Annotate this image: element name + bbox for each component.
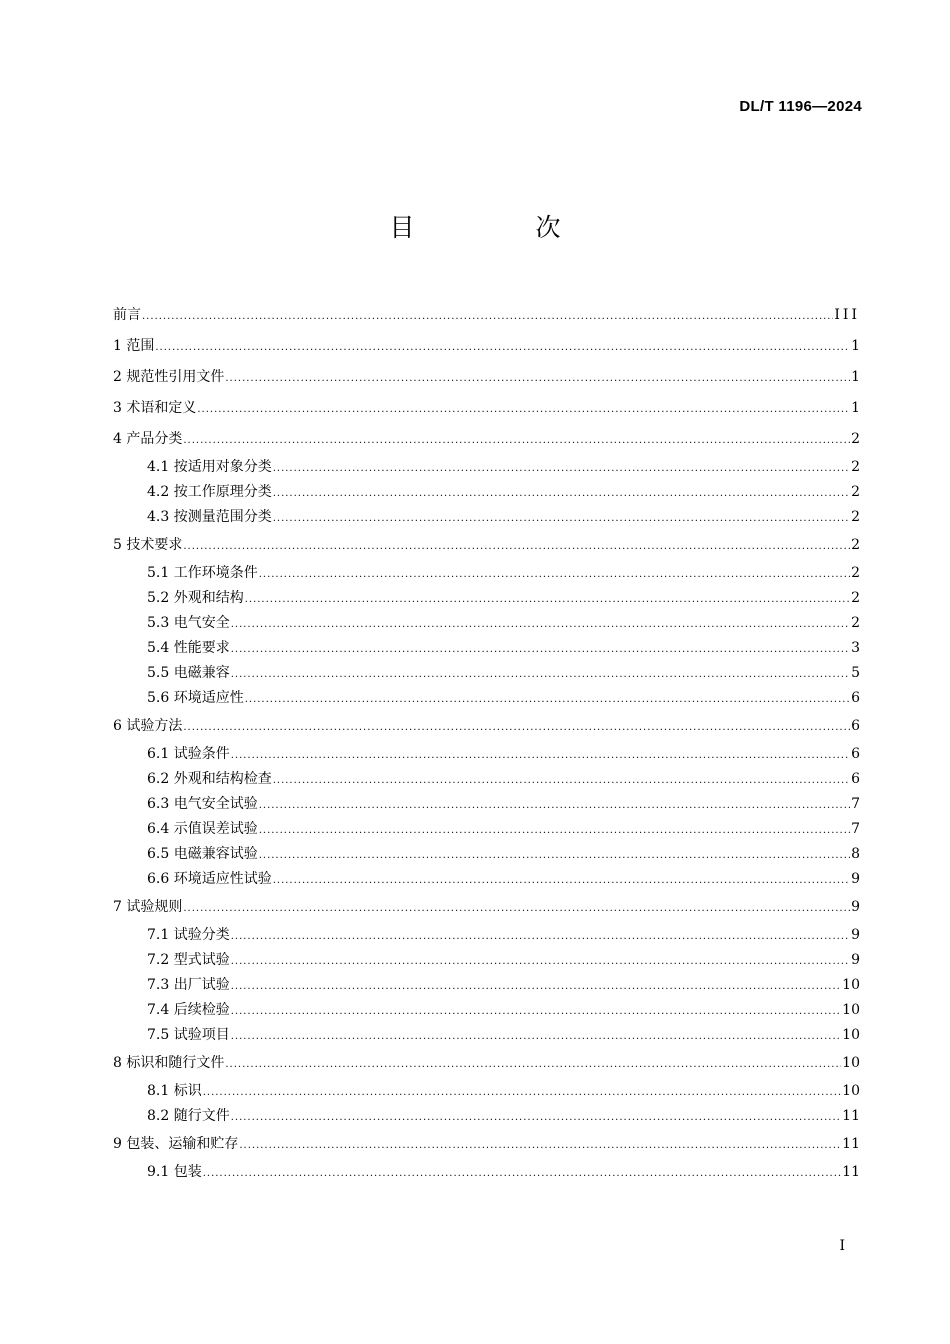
toc-entry-label: 环境适应性: [173, 690, 244, 706]
toc-entry-label: 按工作原理分类: [173, 484, 272, 500]
toc-leader-dots: [273, 456, 850, 481]
toc-entry-number: 1: [113, 338, 127, 354]
toc-entry-number: 5.4: [147, 640, 174, 656]
toc-entry-number: 6.6: [147, 871, 174, 887]
toc-entry-page: 6: [851, 771, 860, 787]
toc-entry-page: 9: [851, 952, 860, 968]
toc-entry-number: 6.4: [147, 821, 174, 837]
toc-entry[interactable]: [113, 1048, 860, 1079]
toc-entry-number: 6.5: [147, 846, 174, 862]
toc-entry-label: 电气安全试验: [173, 796, 258, 812]
toc-entry[interactable]: [113, 331, 860, 362]
toc-entry[interactable]: [113, 611, 860, 636]
toc-entry-page: 10: [842, 977, 860, 993]
toc-entry-label: 后续检验: [173, 1002, 230, 1018]
toc-leader-dots: [231, 662, 850, 687]
toc-entry-number: 4: [113, 431, 127, 447]
toc-entry-page: III: [834, 307, 860, 323]
toc-leader-dots: [225, 367, 850, 391]
toc-entry-page: 1: [851, 400, 860, 416]
toc-entry-label: 试验规则: [126, 899, 183, 915]
toc-entry-page: 10: [842, 1055, 860, 1071]
toc-entry-label: 电磁兼容试验: [173, 846, 258, 862]
toc-entry-label: 前言: [113, 307, 141, 323]
toc-entry-page: 9: [851, 899, 860, 915]
toc-entry-number: 6.2: [147, 771, 174, 787]
toc-entry-number: 8: [113, 1055, 127, 1071]
toc-entry-label: 性能要求: [173, 640, 230, 656]
toc-leader-dots: [273, 768, 850, 793]
toc-entry[interactable]: [113, 480, 860, 505]
toc-leader-dots: [231, 637, 850, 662]
toc-entry-page: 9: [851, 927, 860, 943]
toc-leader-dots: [245, 687, 850, 712]
toc-leader-dots: [245, 587, 850, 612]
toc-entry-label: 试验项目: [173, 1027, 230, 1043]
toc-entry-label: 外观和结构检查: [173, 771, 272, 787]
toc-entry-page: 10: [842, 1083, 860, 1099]
toc-entry[interactable]: [113, 424, 860, 455]
toc-entry-page: 5: [851, 665, 860, 681]
toc-entry-page: 10: [842, 1027, 860, 1043]
toc-entry-number: 8.1: [147, 1083, 174, 1099]
toc-entry-label: 技术要求: [126, 537, 183, 553]
toc-entry-label: 按适用对象分类: [173, 459, 272, 475]
toc-entry-label: 按测量范围分类: [173, 509, 272, 525]
toc-entry-number: 5.3: [147, 615, 174, 631]
toc-entry-page: 6: [851, 718, 860, 734]
toc-leader-dots: [259, 818, 850, 843]
toc-entry[interactable]: [113, 767, 860, 792]
toc-entry-page: 2: [851, 615, 860, 631]
toc-leader-dots: [231, 1024, 841, 1049]
toc-entry[interactable]: [113, 817, 860, 842]
toc-entry-number: 4.3: [147, 509, 174, 525]
toc-leader-dots: [259, 843, 850, 868]
toc-entry-number: 8.2: [147, 1108, 174, 1124]
page-number: I: [839, 1238, 845, 1254]
toc-entry-number: 9.1: [147, 1164, 174, 1180]
toc-entry-number: 7.3: [147, 977, 174, 993]
toc-entry[interactable]: [113, 998, 860, 1023]
toc-entry-page: 3: [851, 640, 860, 656]
toc-entry-number: 5.6: [147, 690, 174, 706]
toc-entry-label: 规范性引用文件: [126, 369, 225, 385]
toc-entry-number: 5: [113, 537, 127, 553]
toc-entry-page: 10: [842, 1002, 860, 1018]
toc-entry-number: 4.1: [147, 459, 174, 475]
toc-entry[interactable]: [113, 1129, 860, 1160]
toc-entry[interactable]: [113, 661, 860, 686]
toc-leader-dots: [273, 868, 850, 893]
toc-entry-label: 示值误差试验: [173, 821, 258, 837]
toc-leader-dots: [183, 535, 850, 559]
toc-entry[interactable]: [113, 973, 860, 998]
toc-entry-label: 产品分类: [126, 431, 183, 447]
toc-entry-label: 包装: [173, 1164, 202, 1180]
toc-entry-page: 2: [851, 459, 860, 475]
toc-entry-page: 7: [851, 796, 860, 812]
toc-entry-page: 1: [851, 338, 860, 354]
toc-entry-number: 7: [113, 899, 127, 915]
toc-entry-page: 11: [842, 1164, 860, 1180]
toc-entry-label: 术语和定义: [126, 400, 197, 416]
toc-leader-dots: [225, 1053, 841, 1077]
toc-leader-dots: [259, 793, 850, 818]
toc-entry[interactable]: [113, 1023, 860, 1048]
toc-entry-label: 标识和随行文件: [126, 1055, 225, 1071]
toc-entry-page: 6: [851, 746, 860, 762]
toc-leader-dots: [231, 1105, 841, 1130]
toc-leader-dots: [239, 1134, 841, 1158]
toc-entry-page: 2: [851, 590, 860, 606]
toc-entry[interactable]: [113, 711, 860, 742]
toc-leader-dots: [231, 612, 850, 637]
toc-entry-label: 包装、运输和贮存: [126, 1136, 239, 1152]
toc-entry-number: 7.1: [147, 927, 174, 943]
toc-entry-page: 2: [851, 431, 860, 447]
toc-entry-label: 电气安全: [173, 615, 230, 631]
toc-entry-label: 试验分类: [173, 927, 230, 943]
toc-entry[interactable]: [113, 530, 860, 561]
toc-leader-dots: [203, 1080, 841, 1105]
toc-entry[interactable]: [113, 455, 860, 480]
toc-leader-dots: [231, 974, 841, 999]
toc-leader-dots: [273, 506, 850, 531]
page-title: 目 次: [389, 213, 609, 242]
toc-entry-label: 出厂试验: [173, 977, 230, 993]
toc-entry-page: 8: [851, 846, 860, 862]
toc-entry-number: 5.5: [147, 665, 174, 681]
toc-entry-number: 7.5: [147, 1027, 174, 1043]
toc-entry[interactable]: [113, 842, 860, 867]
toc-entry-page: 7: [851, 821, 860, 837]
toc-leader-dots: [231, 924, 850, 949]
toc-entry-label: 工作环境条件: [173, 565, 258, 581]
toc-leader-dots: [197, 398, 850, 422]
toc-entry-number: 3: [113, 400, 127, 416]
toc-leader-dots: [183, 897, 850, 921]
toc-leader-dots: [273, 481, 850, 506]
toc-entry-number: 6.3: [147, 796, 174, 812]
toc-entry[interactable]: [113, 300, 860, 331]
toc-entry[interactable]: [113, 686, 860, 711]
toc-leader-dots: [231, 949, 850, 974]
toc-entry-page: 1: [851, 369, 860, 385]
toc-leader-dots: [231, 743, 850, 768]
toc-entry[interactable]: [113, 586, 860, 611]
toc-entry-number: 9: [113, 1136, 127, 1152]
toc-entry-number: 7.2: [147, 952, 174, 968]
toc-entry[interactable]: [113, 1104, 860, 1129]
toc-entry-label: 试验条件: [173, 746, 230, 762]
toc-entry-page: 6: [851, 690, 860, 706]
toc-entry-number: 5.1: [147, 565, 174, 581]
toc-entry[interactable]: [113, 561, 860, 586]
toc-entry-page: 11: [842, 1108, 860, 1124]
toc-entry-number: 2: [113, 369, 127, 385]
toc-leader-dots: [183, 716, 850, 740]
toc-entry[interactable]: [113, 1160, 860, 1185]
toc-entry-label: 型式试验: [173, 952, 230, 968]
toc-entry-number: 7.4: [147, 1002, 174, 1018]
toc-leader-dots: [259, 562, 850, 587]
toc-entry[interactable]: [113, 636, 860, 661]
toc-entry-page: 9: [851, 871, 860, 887]
toc-entry[interactable]: [113, 792, 860, 817]
toc-leader-dots: [142, 305, 833, 329]
toc-entry-label: 外观和结构: [173, 590, 244, 606]
toc-entry-label: 环境适应性试验: [173, 871, 272, 887]
toc-entry-label: 范围: [126, 338, 155, 354]
table-of-contents: [113, 300, 860, 1185]
toc-entry-page: 2: [851, 509, 860, 525]
document-code: DL/T 1196—2024: [739, 98, 862, 115]
toc-entry[interactable]: [113, 1079, 860, 1104]
toc-entry-page: 2: [851, 565, 860, 581]
toc-entry[interactable]: [113, 742, 860, 767]
toc-entry[interactable]: [113, 362, 860, 393]
toc-entry-label: 试验方法: [126, 718, 183, 734]
toc-leader-dots: [183, 429, 850, 453]
toc-entry-label: 电磁兼容: [173, 665, 230, 681]
toc-entry[interactable]: [113, 505, 860, 530]
toc-entry-page: 2: [851, 537, 860, 553]
toc-entry[interactable]: [113, 923, 860, 948]
toc-entry[interactable]: [113, 892, 860, 923]
toc-leader-dots: [155, 336, 850, 360]
toc-entry[interactable]: [113, 393, 860, 424]
toc-entry[interactable]: [113, 948, 860, 973]
toc-entry-number: 6: [113, 718, 127, 734]
toc-entry-label: 标识: [173, 1083, 202, 1099]
toc-leader-dots: [231, 999, 841, 1024]
toc-entry[interactable]: [113, 867, 860, 892]
toc-entry-page: 2: [851, 484, 860, 500]
toc-entry-page: 11: [842, 1136, 860, 1152]
toc-entry-number: 5.2: [147, 590, 174, 606]
toc-entry-number: 6.1: [147, 746, 174, 762]
toc-entry-label: 随行文件: [173, 1108, 230, 1124]
toc-leader-dots: [203, 1161, 841, 1186]
toc-entry-number: 4.2: [147, 484, 174, 500]
